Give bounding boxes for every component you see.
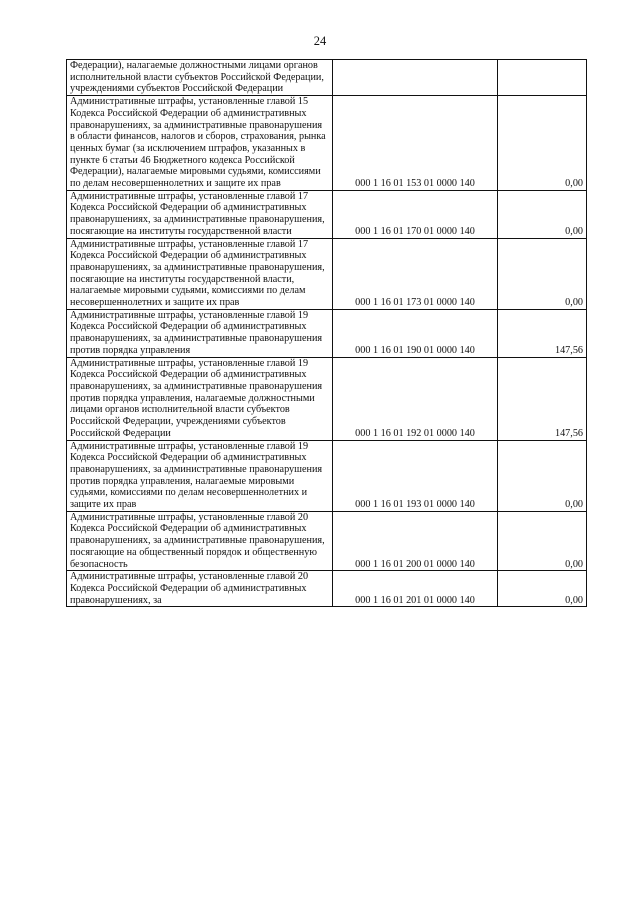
revenue-name-cell: Административные штрафы, установленные главой 19 Кодекса Российской Федерации об административных правонарушениях, за административные правонарушения против порядка управления, налагаемые мировыми судьями, комиссиями по делам несовершеннолетних и защите их прав	[67, 440, 333, 511]
revenue-name-cell: Административные штрафы, установленные главой 17 Кодекса Российской Федерации об административных правонарушениях, за административные правонарушения, посягающие на институты государственной власти, налагаемые мировыми судьями, комиссиями по делам несовершеннолетних и защите их прав	[67, 238, 333, 309]
revenue-name-cell: Административные штрафы, установленные главой 20 Кодекса Российской Федерации об административных правонарушениях, за административные правонарушения, посягающие на общественный порядок и общественную безопасность	[67, 511, 333, 571]
table-row	[67, 96, 587, 191]
revenue-table	[66, 59, 587, 607]
amount-cell: 147,56	[498, 357, 587, 440]
budget-code-cell: 000 1 16 01 200 01 0000 140	[333, 511, 498, 571]
table-row	[67, 357, 587, 440]
amount-cell: 0,00	[498, 440, 587, 511]
revenue-name-cell: Административные штрафы, установленные главой 17 Кодекса Российской Федерации об административных правонарушениях, за административные правонарушения, посягающие на институты государственной власти	[67, 190, 333, 238]
budget-code-cell: 000 1 16 01 193 01 0000 140	[333, 440, 498, 511]
budget-code-cell: 000 1 16 01 170 01 0000 140	[333, 190, 498, 238]
budget-code-cell: 000 1 16 01 201 01 0000 140	[333, 571, 498, 607]
revenue-name-cell: Административные штрафы, установленные главой 19 Кодекса Российской Федерации об административных правонарушениях, за административные правонарушения против порядка управления, налагаемые должностными лицами органов исполнительной власти субъектов Российской Федерации, учреждениями субъектов Российской Федерации	[67, 357, 333, 440]
page-number: 24	[313, 34, 327, 48]
table-row	[67, 190, 587, 238]
budget-code-cell: 000 1 16 01 173 01 0000 140	[333, 238, 498, 309]
revenue-name-cell: Федерации), налагаемые должностными лицами органов исполнительной власти субъектов Российской Федерации, учреждениями субъектов Российской Федерации	[67, 60, 333, 96]
amount-cell: 0,00	[498, 238, 587, 309]
table-row	[67, 571, 587, 607]
table-row	[67, 60, 587, 96]
amount-cell: 0,00	[498, 511, 587, 571]
budget-code-cell: 000 1 16 01 190 01 0000 140	[333, 309, 498, 357]
budget-code-cell	[333, 60, 498, 96]
amount-cell	[498, 60, 587, 96]
revenue-name-cell: Административные штрафы, установленные главой 19 Кодекса Российской Федерации об административных правонарушениях, за административные правонарушения против порядка управления	[67, 309, 333, 357]
budget-code-cell: 000 1 16 01 192 01 0000 140	[333, 357, 498, 440]
revenue-name-cell: Административные штрафы, установленные главой 15 Кодекса Российской Федерации об административных правонарушениях, за административные правонарушения в области финансов, налогов и сборов, страхования, рынка ценных бумаг (за исключением штрафов, указанных в пункте 6 статьи 46 Бюджетного кодекса Российской Федерации), налагаемые мировыми судьями, комиссиями по делам несовершеннолетних и защите их прав	[67, 96, 333, 191]
table-row	[67, 440, 587, 511]
amount-cell: 147,56	[498, 309, 587, 357]
revenue-name-cell: Административные штрафы, установленные главой 20 Кодекса Российской Федерации об административных правонарушениях, за	[67, 571, 333, 607]
table-row	[67, 511, 587, 571]
amount-cell: 0,00	[498, 190, 587, 238]
budget-code-cell: 000 1 16 01 153 01 0000 140	[333, 96, 498, 191]
table-row	[67, 309, 587, 357]
amount-cell: 0,00	[498, 571, 587, 607]
amount-cell: 0,00	[498, 96, 587, 191]
table-row	[67, 238, 587, 309]
